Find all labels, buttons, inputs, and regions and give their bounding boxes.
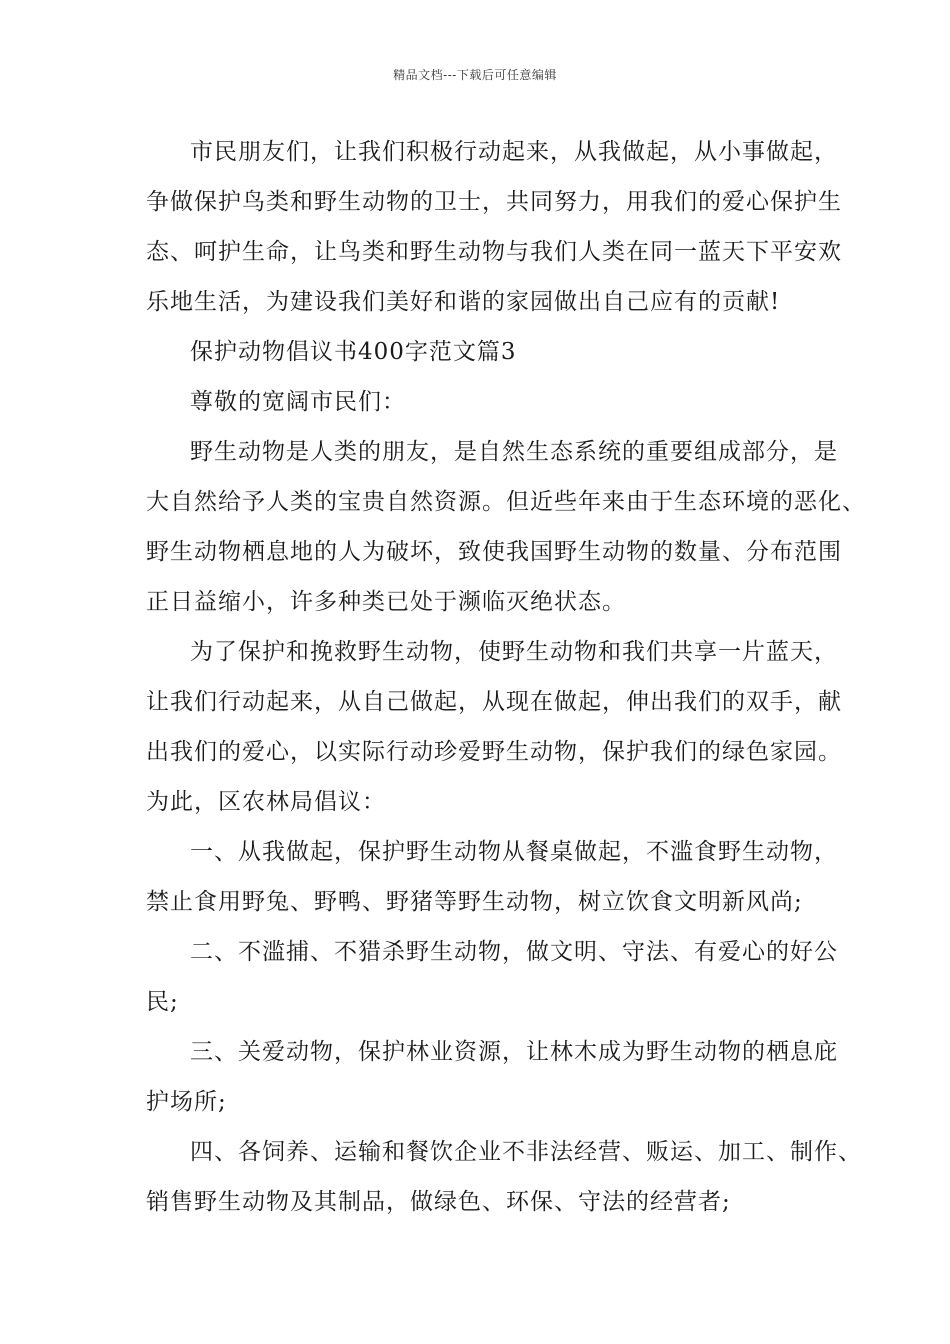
paragraph-line: 乐地生活，为建设我们美好和谐的家园做出自己应有的贡献! [146, 289, 781, 315]
paragraph-line: 为了保护和挽救野生动物，使野生动物和我们共享一片蓝天， [190, 639, 838, 665]
proposal-item: 二、不滥捕、不猎杀野生动物，做文明、守法、有爱心的好公 [190, 939, 838, 965]
proposal-item: 销售野生动物及其制品，做绿色、环保、守法的经营者; [146, 1189, 731, 1215]
paragraph-line: 态、呵护生命，让鸟类和野生动物与我们人类在同一蓝天下平安欢 [146, 239, 842, 265]
paragraph-line: 让我们行动起来，从自己做起，从现在做起，伸出我们的双手，献 [146, 689, 842, 715]
paragraph-line: 大自然给予人类的宝贵自然资源。但近些年来由于生态环境的恶化、 [146, 489, 866, 515]
proposal-item: 民; [146, 989, 179, 1015]
paragraph-line: 野生动物栖息地的人为破坏，致使我国野生动物的数量、分布范围 [146, 539, 842, 565]
proposal-item: 一、从我做起，保护野生动物从餐桌做起，不滥食野生动物， [190, 839, 838, 865]
proposal-item: 四、各饲养、运输和餐饮企业不非法经营、贩运、加工、制作、 [190, 1139, 862, 1165]
paragraph-line: 野生动物是人类的朋友，是自然生态系统的重要组成部分，是 [190, 439, 838, 465]
proposal-item: 护场所; [146, 1089, 227, 1115]
paragraph-line: 出我们的爱心，以实际行动珍爱野生动物，保护我们的绿色家园。 [146, 739, 842, 765]
proposal-item: 三、关爱动物，保护林业资源，让林木成为野生动物的栖息庇 [190, 1039, 838, 1065]
paragraph-line: 正日益缩小，许多种类已处于濒临灭绝状态。 [146, 589, 626, 615]
paragraph-line: 为此，区农林局倡议： [146, 789, 386, 815]
paragraph-line: 争做保护鸟类和野生动物的卫士，共同努力，用我们的爱心保护生 [146, 189, 842, 215]
paragraph-line: 市民朋友们，让我们积极行动起来，从我做起，从小事做起， [190, 139, 838, 165]
section-title: 保护动物倡议书400字范文篇3 [190, 339, 517, 365]
proposal-item: 禁止食用野兔、野鸭、野猪等野生动物，树立饮食文明新风尚; [146, 889, 803, 915]
salutation: 尊敬的宽阔市民们： [190, 389, 406, 415]
page-header: 精品文档---下载后可任意编辑 [393, 68, 557, 82]
